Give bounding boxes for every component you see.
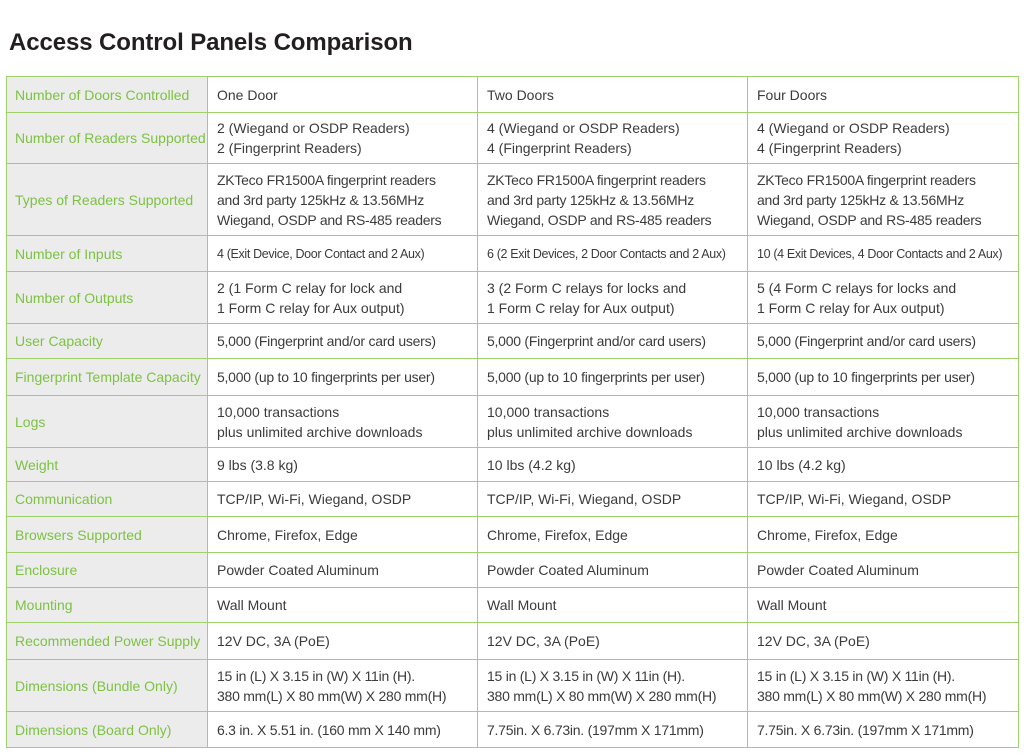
- cell-four-door-panel: Wall Mount: [748, 588, 1019, 623]
- cell-two-door-panel: Wall Mount: [478, 588, 748, 623]
- row-power-supply: [7, 623, 1019, 660]
- cell-one-door-panel: 5,000 (Fingerprint and/or card users): [208, 324, 478, 359]
- row-label: User Capacity: [7, 324, 208, 359]
- cell-one-door-panel: 9 lbs (3.8 kg): [208, 448, 478, 482]
- cell-four-door-panel: Powder Coated Aluminum: [748, 553, 1019, 588]
- cell-two-door-panel: 5,000 (up to 10 fingerprints per user): [478, 359, 748, 396]
- row-fingerprint-capacity: [7, 359, 1019, 396]
- cell-four-door-panel: 5,000 (up to 10 fingerprints per user): [748, 359, 1019, 396]
- cell-one-door-panel: 15 in (L) X 3.15 in (W) X 11in (H). 380 mm(L) X 80 mm(W) X 280 mm(H): [208, 660, 478, 712]
- cell-two-door-panel: ZKTeco FR1500A fingerprint readers and 3rd party 125kHz & 13.56MHz Wiegand, OSDP and RS-485 readers: [478, 164, 748, 236]
- row-label: Fingerprint Template Capacity: [7, 359, 208, 396]
- cell-four-door-panel: 10 (4 Exit Devices, 4 Door Contacts and 2 Aux): [748, 236, 1019, 272]
- cell-two-door-panel: 3 (2 Form C relays for locks and 1 Form C relay for Aux output): [478, 272, 748, 324]
- cell-one-door-panel: 6.3 in. X 5.51 in. (160 mm X 140 mm): [208, 712, 478, 748]
- row-label: Dimensions (Bundle Only): [7, 660, 208, 712]
- row-outputs: [7, 272, 1019, 324]
- cell-one-door-panel: 2 (1 Form C relay for lock and 1 Form C relay for Aux output): [208, 272, 478, 324]
- row-label: Communication: [7, 482, 208, 517]
- cell-one-door-panel: 4 (Exit Device, Door Contact and 2 Aux): [208, 236, 478, 272]
- cell-two-door-panel: 7.75in. X 6.73in. (197mm X 171mm): [478, 712, 748, 748]
- cell-one-door-panel: Chrome, Firefox, Edge: [208, 517, 478, 553]
- row-dimensions-bundle: [7, 660, 1019, 712]
- cell-one-door-panel: 12V DC, 3A (PoE): [208, 623, 478, 660]
- row-mounting: [7, 588, 1019, 623]
- cell-one-door-panel: Wall Mount: [208, 588, 478, 623]
- cell-four-door-panel: 12V DC, 3A (PoE): [748, 623, 1019, 660]
- row-label: Mounting: [7, 588, 208, 623]
- row-label: Recommended Power Supply: [7, 623, 208, 660]
- cell-four-door-panel: 10 lbs (4.2 kg): [748, 448, 1019, 482]
- row-label: Number of Readers Supported: [7, 113, 208, 164]
- row-label: Dimensions (Board Only): [7, 712, 208, 748]
- cell-four-door-panel: 10,000 transactions plus unlimited archive downloads: [748, 396, 1019, 448]
- cell-four-door-panel: 15 in (L) X 3.15 in (W) X 11in (H). 380 mm(L) X 80 mm(W) X 280 mm(H): [748, 660, 1019, 712]
- row-logs: [7, 396, 1019, 448]
- row-label: Logs: [7, 396, 208, 448]
- cell-two-door-panel: 10,000 transactions plus unlimited archive downloads: [478, 396, 748, 448]
- page-title: Access Control Panels Comparison: [9, 29, 413, 56]
- cell-two-door-panel: Powder Coated Aluminum: [478, 553, 748, 588]
- cell-two-door-panel: 6 (2 Exit Devices, 2 Door Contacts and 2 Aux): [478, 236, 748, 272]
- cell-four-door-panel: ZKTeco FR1500A fingerprint readers and 3rd party 125kHz & 13.56MHz Wiegand, OSDP and RS-485 readers: [748, 164, 1019, 236]
- cell-four-door-panel: 5 (4 Form C relays for locks and 1 Form C relay for Aux output): [748, 272, 1019, 324]
- cell-two-door-panel: 12V DC, 3A (PoE): [478, 623, 748, 660]
- row-inputs: [7, 236, 1019, 272]
- cell-one-door-panel: 2 (Wiegand or OSDP Readers) 2 (Fingerprint Readers): [208, 113, 478, 164]
- cell-four-door-panel: Four Doors: [748, 77, 1019, 113]
- cell-four-door-panel: 5,000 (Fingerprint and/or card users): [748, 324, 1019, 359]
- cell-one-door-panel: ZKTeco FR1500A fingerprint readers and 3rd party 125kHz & 13.56MHz Wiegand, OSDP and RS-485 readers: [208, 164, 478, 236]
- row-label: Number of Doors Controlled: [7, 77, 208, 113]
- cell-one-door-panel: One Door: [208, 77, 478, 113]
- cell-four-door-panel: TCP/IP, Wi-Fi, Wiegand, OSDP: [748, 482, 1019, 517]
- row-communication: [7, 482, 1019, 517]
- comparison-table: [6, 76, 1019, 748]
- row-label: Number of Inputs: [7, 236, 208, 272]
- row-label: Number of Outputs: [7, 272, 208, 324]
- row-label: Types of Readers Supported: [7, 164, 208, 236]
- row-user-capacity: [7, 324, 1019, 359]
- row-enclosure: [7, 553, 1019, 588]
- cell-one-door-panel: TCP/IP, Wi-Fi, Wiegand, OSDP: [208, 482, 478, 517]
- row-reader-types: [7, 164, 1019, 236]
- cell-two-door-panel: 4 (Wiegand or OSDP Readers) 4 (Fingerprint Readers): [478, 113, 748, 164]
- cell-two-door-panel: TCP/IP, Wi-Fi, Wiegand, OSDP: [478, 482, 748, 517]
- cell-four-door-panel: 4 (Wiegand or OSDP Readers) 4 (Fingerprint Readers): [748, 113, 1019, 164]
- row-doors-controlled: [7, 77, 1019, 113]
- row-browsers: [7, 517, 1019, 553]
- cell-one-door-panel: 10,000 transactions plus unlimited archive downloads: [208, 396, 478, 448]
- cell-two-door-panel: Two Doors: [478, 77, 748, 113]
- cell-two-door-panel: 5,000 (Fingerprint and/or card users): [478, 324, 748, 359]
- row-label: Browsers Supported: [7, 517, 208, 553]
- row-readers-supported: [7, 113, 1019, 164]
- row-dimensions-board: [7, 712, 1019, 748]
- row-label: Enclosure: [7, 553, 208, 588]
- cell-two-door-panel: 10 lbs (4.2 kg): [478, 448, 748, 482]
- cell-four-door-panel: 7.75in. X 6.73in. (197mm X 171mm): [748, 712, 1019, 748]
- cell-one-door-panel: 5,000 (up to 10 fingerprints per user): [208, 359, 478, 396]
- row-label: Weight: [7, 448, 208, 482]
- cell-four-door-panel: Chrome, Firefox, Edge: [748, 517, 1019, 553]
- row-weight: [7, 448, 1019, 482]
- cell-two-door-panel: Chrome, Firefox, Edge: [478, 517, 748, 553]
- cell-one-door-panel: Powder Coated Aluminum: [208, 553, 478, 588]
- cell-two-door-panel: 15 in (L) X 3.15 in (W) X 11in (H). 380 mm(L) X 80 mm(W) X 280 mm(H): [478, 660, 748, 712]
